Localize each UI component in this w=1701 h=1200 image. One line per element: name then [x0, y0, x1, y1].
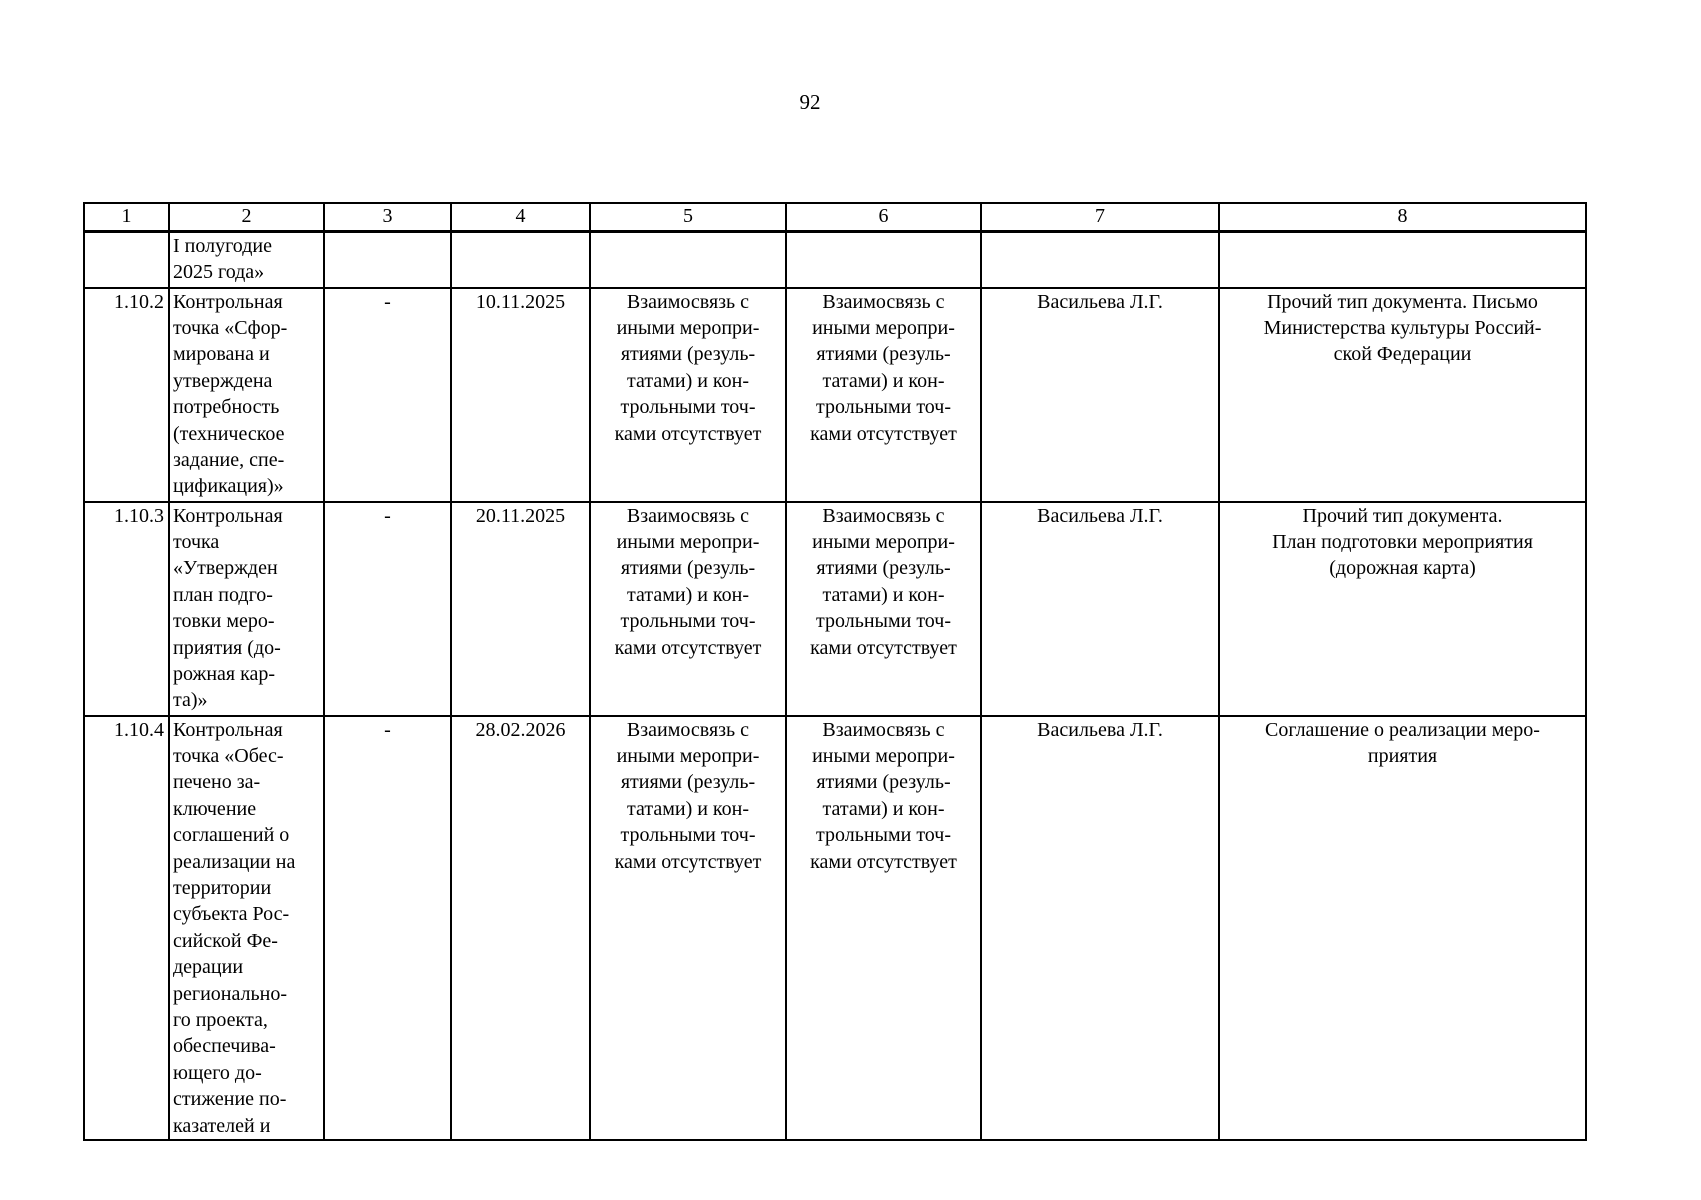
row-doc-type: Прочий тип документа. План подготовки мероприятия (дорожная карта) [1219, 502, 1586, 716]
row-name: Контрольная точка «Сфор- мирована и утверждена потребность (техническое задание, спе- цификация)» [169, 288, 324, 502]
row-responsible [981, 232, 1219, 288]
row-number [84, 232, 169, 288]
row-date: 20.11.2025 [451, 502, 590, 716]
row-col6: Взаимосвязь с иными меропри- ятиями (резуль- татами) и кон- трольными точ- ками отсутствует [786, 716, 981, 1141]
row-doc-type: Соглашение о реализации меро- приятия [1219, 716, 1586, 1141]
row-number: 1.10.4 [84, 716, 169, 1141]
row-number: 1.10.3 [84, 502, 169, 716]
row-col6: Взаимосвязь с иными меропри- ятиями (резуль- татами) и кон- трольными точ- ками отсутствует [786, 288, 981, 502]
row-col5: Взаимосвязь с иными меропри- ятиями (резуль- татами) и кон- трольными точ- ками отсутствует [590, 288, 786, 502]
row-col6: Взаимосвязь с иными меропри- ятиями (резуль- татами) и кон- трольными точ- ками отсутствует [786, 502, 981, 716]
row-name: I полугодие 2025 года» [169, 232, 324, 288]
row-responsible: Васильева Л.Г. [981, 288, 1219, 502]
column-number-row [84, 203, 1586, 232]
column-header: 6 [786, 203, 981, 232]
row-col6 [786, 232, 981, 288]
row-name: Контрольная точка «Утвержден план подго- товки меро- приятия (до- рожная кар- та)» [169, 502, 324, 716]
table-row [84, 232, 1586, 288]
row-col5 [590, 232, 786, 288]
page-number: 92 [799, 90, 821, 114]
column-header: 1 [84, 203, 169, 232]
table-row [84, 716, 1586, 1141]
row-col3 [324, 232, 451, 288]
row-responsible: Васильева Л.Г. [981, 716, 1219, 1141]
column-header: 7 [981, 203, 1219, 232]
row-date: 28.02.2026 [451, 716, 590, 1141]
row-col3: - [324, 502, 451, 716]
row-col3: - [324, 716, 451, 1141]
table-row [84, 502, 1586, 716]
column-header: 2 [169, 203, 324, 232]
column-header: 5 [590, 203, 786, 232]
row-date [451, 232, 590, 288]
row-doc-type [1219, 232, 1586, 288]
table-row [84, 288, 1586, 502]
row-date: 10.11.2025 [451, 288, 590, 502]
row-col3: - [324, 288, 451, 502]
row-doc-type: Прочий тип документа. Письмо Министерства культуры Россий- ской Федерации [1219, 288, 1586, 502]
row-col5: Взаимосвязь с иными меропри- ятиями (резуль- татами) и кон- трольными точ- ками отсутствует [590, 502, 786, 716]
row-col5: Взаимосвязь с иными меропри- ятиями (резуль- татами) и кон- трольными точ- ками отсутствует [590, 716, 786, 1141]
column-header: 8 [1219, 203, 1586, 232]
row-responsible: Васильева Л.Г. [981, 502, 1219, 716]
column-header: 3 [324, 203, 451, 232]
row-number: 1.10.2 [84, 288, 169, 502]
column-header: 4 [451, 203, 590, 232]
control-points-table [83, 202, 1587, 1141]
row-name: Контрольная точка «Обес- печено за- ключение соглашений о реализации на территории субъекта Рос- сийской Фе- дерации регионально- го проекта, обеспечива- ющего до- стижение по- казателей и [169, 716, 324, 1141]
